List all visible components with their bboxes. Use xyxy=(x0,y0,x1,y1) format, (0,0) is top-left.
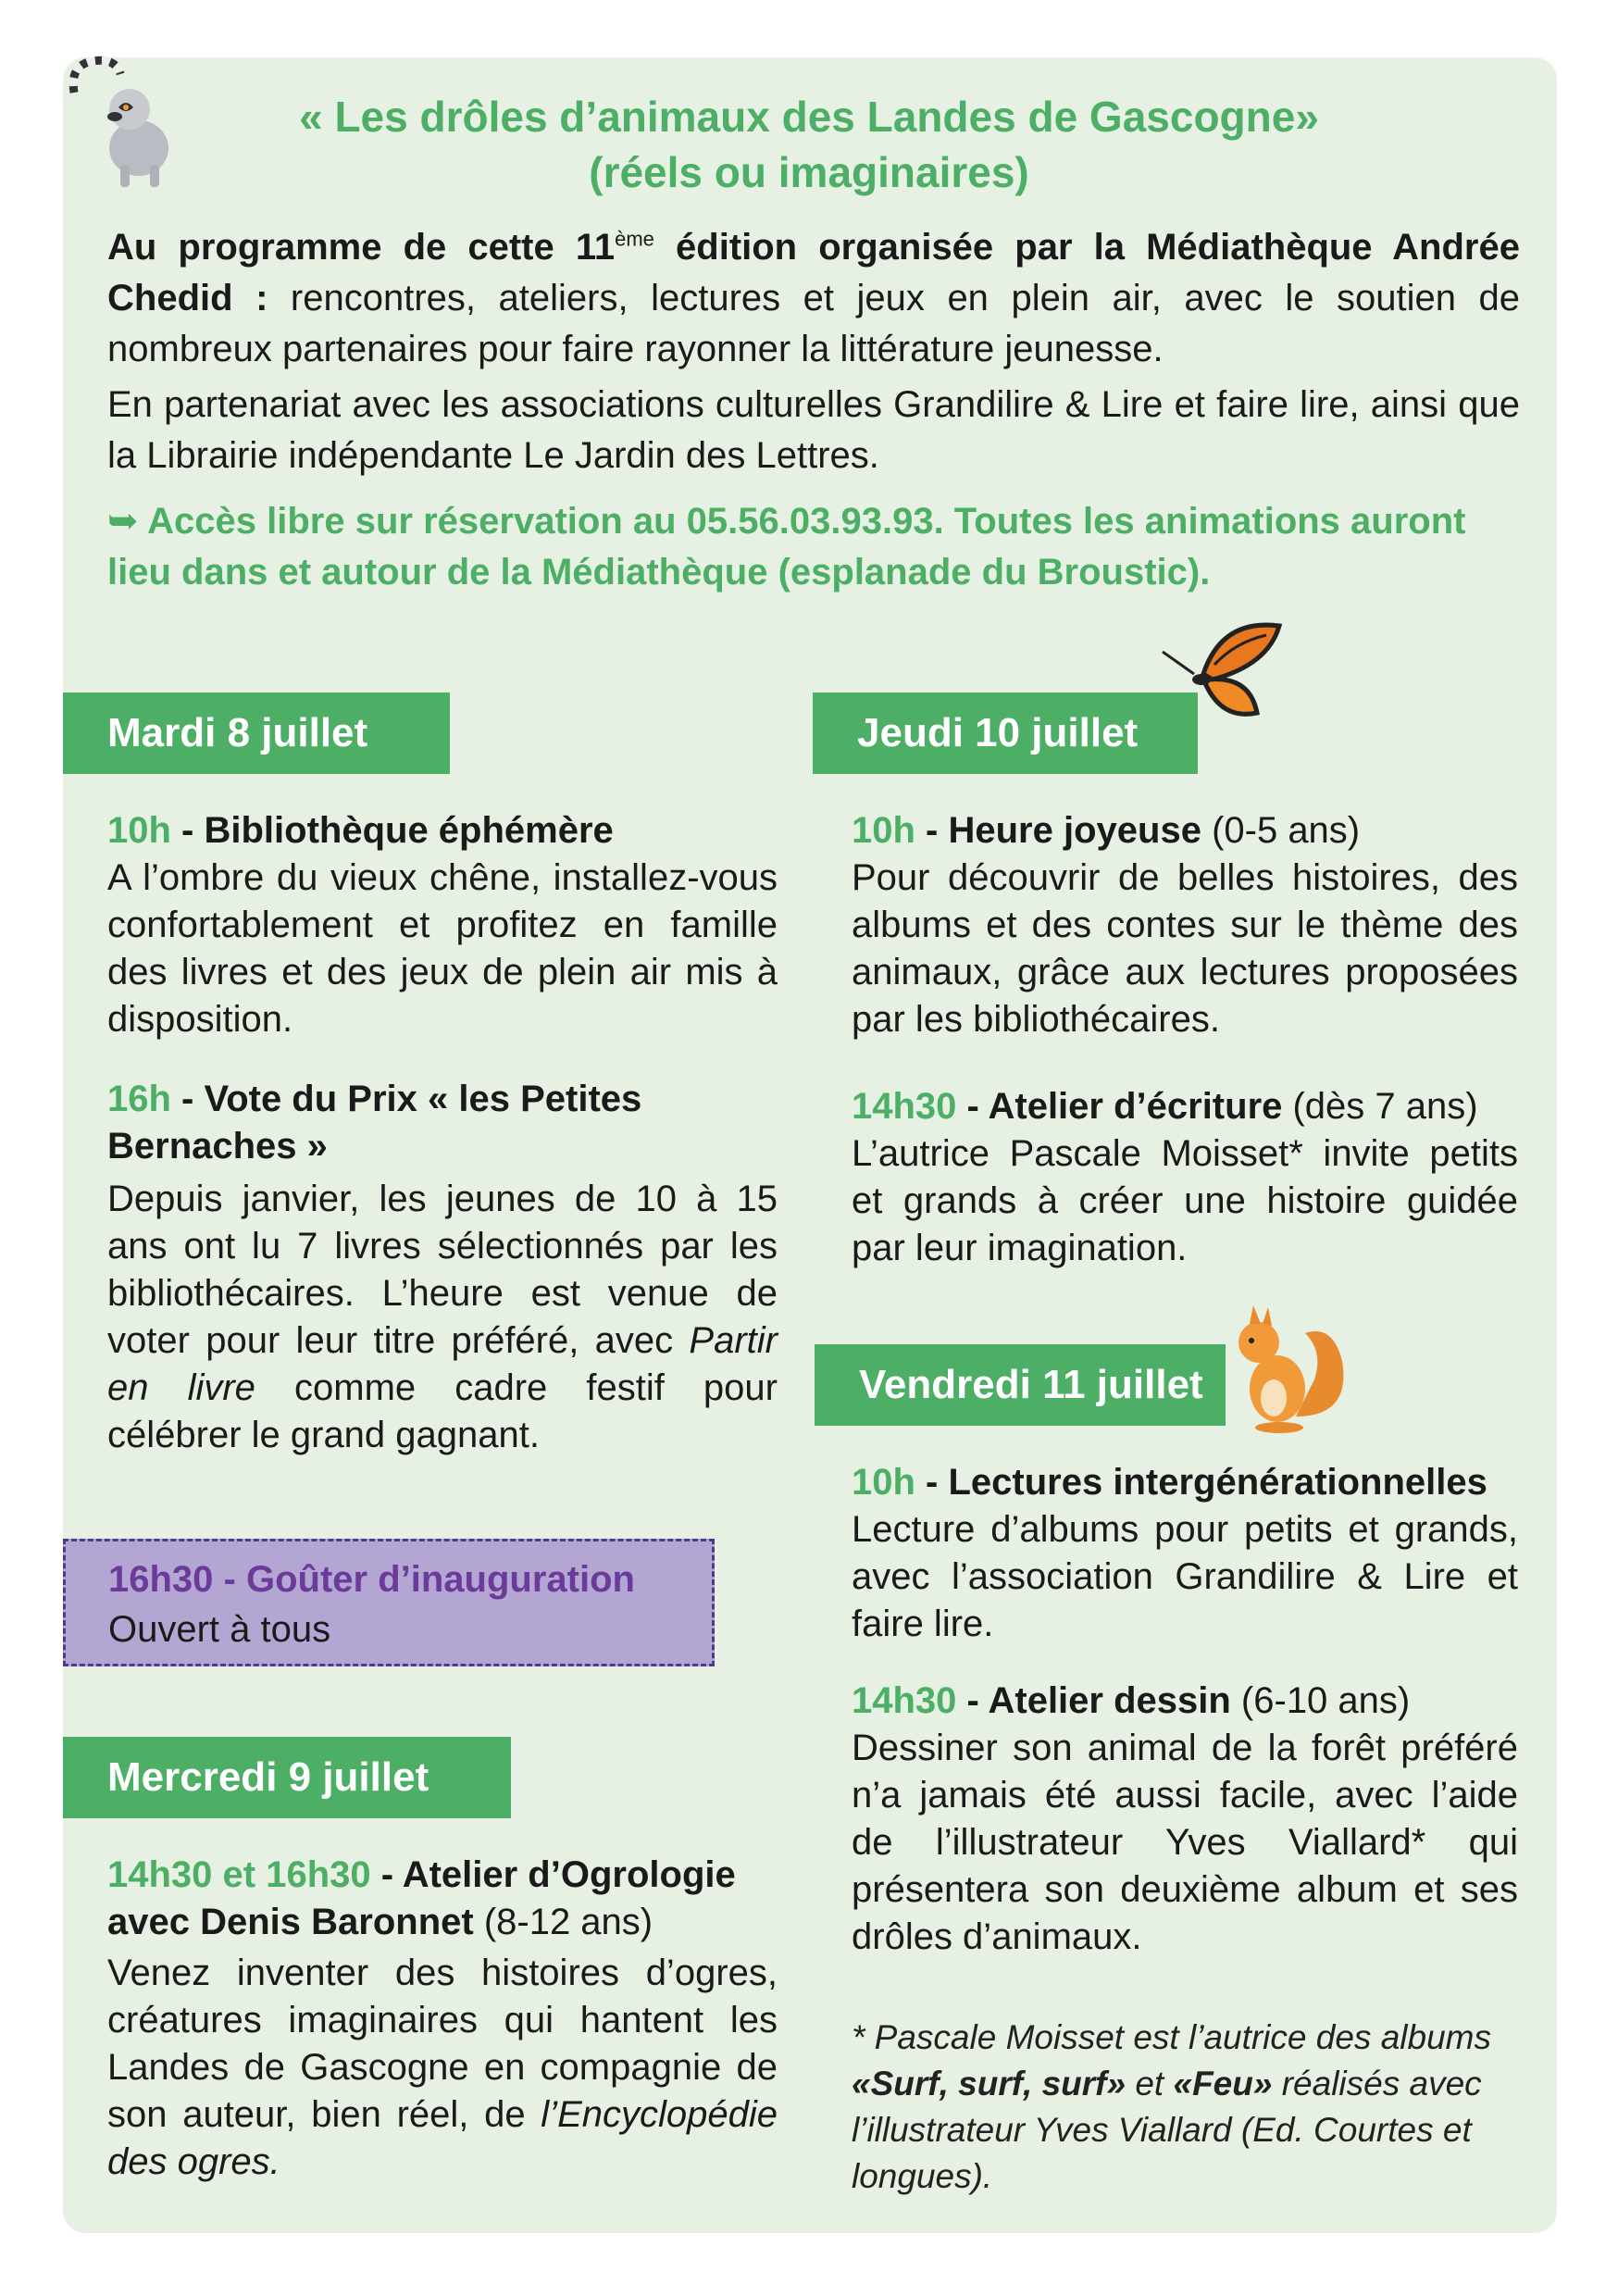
event-age: (dès 7 ans) xyxy=(1282,1086,1478,1127)
day-header-friday: Vendredi 11 juillet xyxy=(815,1344,1226,1426)
footnote-text-d: réalisés avec l’illustrateur Yves Viallard (Ed. Courtes et longues). xyxy=(852,2065,1482,2195)
author-name: Pascale Moisset* xyxy=(1009,1133,1303,1174)
event-title: - Atelier dessin xyxy=(956,1680,1231,1721)
event-description: Pour découvrir de belles histoires, des albums et des contes sur le thème des animaux, grâce aux lectures proposées par les bibliothécaires. xyxy=(852,857,1518,1040)
inauguration-text: Ouvert à tous xyxy=(108,1609,331,1650)
intro-paragraph-1 xyxy=(107,222,1520,375)
event-title: - Bibliothèque éphémère xyxy=(170,810,614,851)
event-title: - Lectures intergénérationnelles xyxy=(915,1462,1487,1503)
footnote-album-2: «Feu» xyxy=(1173,2065,1273,2103)
footnote-text-a: * Pascale Moisset est l’autrice des albums xyxy=(852,2018,1491,2056)
event-title: - Vote du Prix « les Petites Bernaches » xyxy=(107,1079,642,1167)
inauguration-box xyxy=(63,1539,715,1666)
event-description xyxy=(107,1176,778,1459)
event-age: (0-5 ans) xyxy=(1201,810,1361,851)
intro-bold-b: édition organisée par la Médiathèque Andrée Chedid : xyxy=(107,227,1520,318)
event-time: 14h30 xyxy=(852,1086,957,1127)
event-heading xyxy=(852,1083,1518,1130)
event-text-emphasis: Partir en livre xyxy=(107,1320,778,1408)
footnote-text-c: et xyxy=(1126,2065,1174,2103)
intro-rest: rencontres, ateliers, lectures et jeux en plein air, avec le soutien de nombreux partenaires pour faire rayonner la littérature jeunesse. xyxy=(107,278,1520,369)
event-time: 16h30 xyxy=(108,1559,214,1600)
event-heading xyxy=(852,1678,1518,1725)
event-time: 10h xyxy=(852,1462,915,1503)
event-time: 10h xyxy=(107,810,171,851)
footnote xyxy=(852,2015,1509,2200)
day-header-tuesday: Mardi 8 juillet xyxy=(63,693,450,774)
event-heading xyxy=(107,1852,778,1946)
footnote-album-1: «Surf, surf, surf» xyxy=(852,2065,1126,2103)
event-friday-2 xyxy=(852,1678,1518,1961)
event-description: A l’ombre du vieux chêne, installez-vous confortablement et profitez en famille des livres et des jeux de plein air mis à disposition. xyxy=(107,857,778,1040)
event-time: 16h xyxy=(107,1079,171,1119)
event-heading xyxy=(107,1076,778,1170)
event-text-a: Venez inventer des histoires d’ogres, créatures imaginaires qui hantent les Landes de Gascogne en compagnie de son auteur, bien réel, de xyxy=(107,1953,778,2135)
event-text-b: invite petits et grands à créer une histoire guidée par leur imagination. xyxy=(852,1133,1518,1268)
event-text-a: Depuis janvier, les jeunes de 10 à 15 ans ont lu 7 livres sélectionnés par les bibliothécaires. L’heure est venue de voter pour leur titre préféré, avec xyxy=(107,1179,778,1361)
event-title: - Atelier d’Ogrologie avec Denis Baronnet xyxy=(107,1854,736,1942)
event-text-a: Dessiner son animal de la forêt préféré n’a jamais été aussi facile, avec l’aide de l’illustrateur xyxy=(852,1728,1518,1863)
event-text-a: L’autrice xyxy=(852,1133,1010,1174)
title-line-1: « Les drôles d’animaux des Landes de Gascogne» xyxy=(299,93,1319,141)
squirrel-icon xyxy=(1213,1296,1351,1435)
event-heading xyxy=(107,807,778,855)
intro-bold-a: Au programme de cette 11 xyxy=(107,227,616,268)
access-info xyxy=(107,496,1520,598)
event-age: (8-12 ans) xyxy=(473,1902,653,1942)
event-tuesday-2 xyxy=(107,1076,778,1459)
illustrator-name: Yves Viallard* xyxy=(1164,1822,1426,1863)
event-heading xyxy=(852,807,1518,855)
event-description: Lecture d’albums pour petits et grands, avec l’association Grandilire & Lire et faire lire. xyxy=(852,1509,1518,1644)
event-time: 10h xyxy=(852,810,915,851)
event-friday-1 xyxy=(852,1459,1518,1648)
event-age: (6-10 ans) xyxy=(1230,1680,1411,1721)
event-title: - Goûter d’inauguration xyxy=(213,1559,635,1600)
event-text-emphasis: l’Encyclopédie des ogres. xyxy=(107,2094,778,2182)
event-text-b: qui présentera son deuxième album et ses drôles d’animaux. xyxy=(852,1822,1518,1957)
intro-paragraph-2: En partenariat avec les associations culturelles Grandilire & Lire et faire lire, ainsi que la Librairie indépendante Le Jardin des Lettres. xyxy=(107,384,1520,476)
event-description xyxy=(852,1725,1518,1961)
event-title: - Heure joyeuse xyxy=(915,810,1201,851)
inauguration-heading xyxy=(108,1554,712,1604)
event-heading xyxy=(852,1459,1518,1506)
arrow-icon: ➥ xyxy=(107,501,139,542)
event-thursday-1 xyxy=(852,807,1518,1043)
event-description xyxy=(852,1130,1518,1272)
title-line-2: (réels ou imaginaires) xyxy=(589,148,1029,196)
event-description xyxy=(107,1950,778,2186)
access-text: Accès libre sur réservation au 05.56.03.93.93. Toutes les animations auront lieu dans et autour de la Médiathèque (esplanade du Broustic). xyxy=(107,501,1466,593)
event-time: 14h30 xyxy=(852,1680,957,1721)
edition-superscript: ème xyxy=(615,227,654,251)
day-header-thursday: Jeudi 10 juillet xyxy=(813,693,1198,774)
event-wednesday-1 xyxy=(107,1852,778,2186)
event-tuesday-1 xyxy=(107,807,778,1043)
event-thursday-2 xyxy=(852,1083,1518,1272)
page-title xyxy=(0,89,1618,200)
event-title: - Atelier d’écriture xyxy=(956,1086,1283,1127)
event-time: 14h30 et 16h30 xyxy=(107,1854,371,1895)
event-text-b: comme cadre festif pour célébrer le grand gagnant. xyxy=(107,1367,778,1455)
day-header-wednesday: Mercredi 9 juillet xyxy=(63,1737,511,1818)
